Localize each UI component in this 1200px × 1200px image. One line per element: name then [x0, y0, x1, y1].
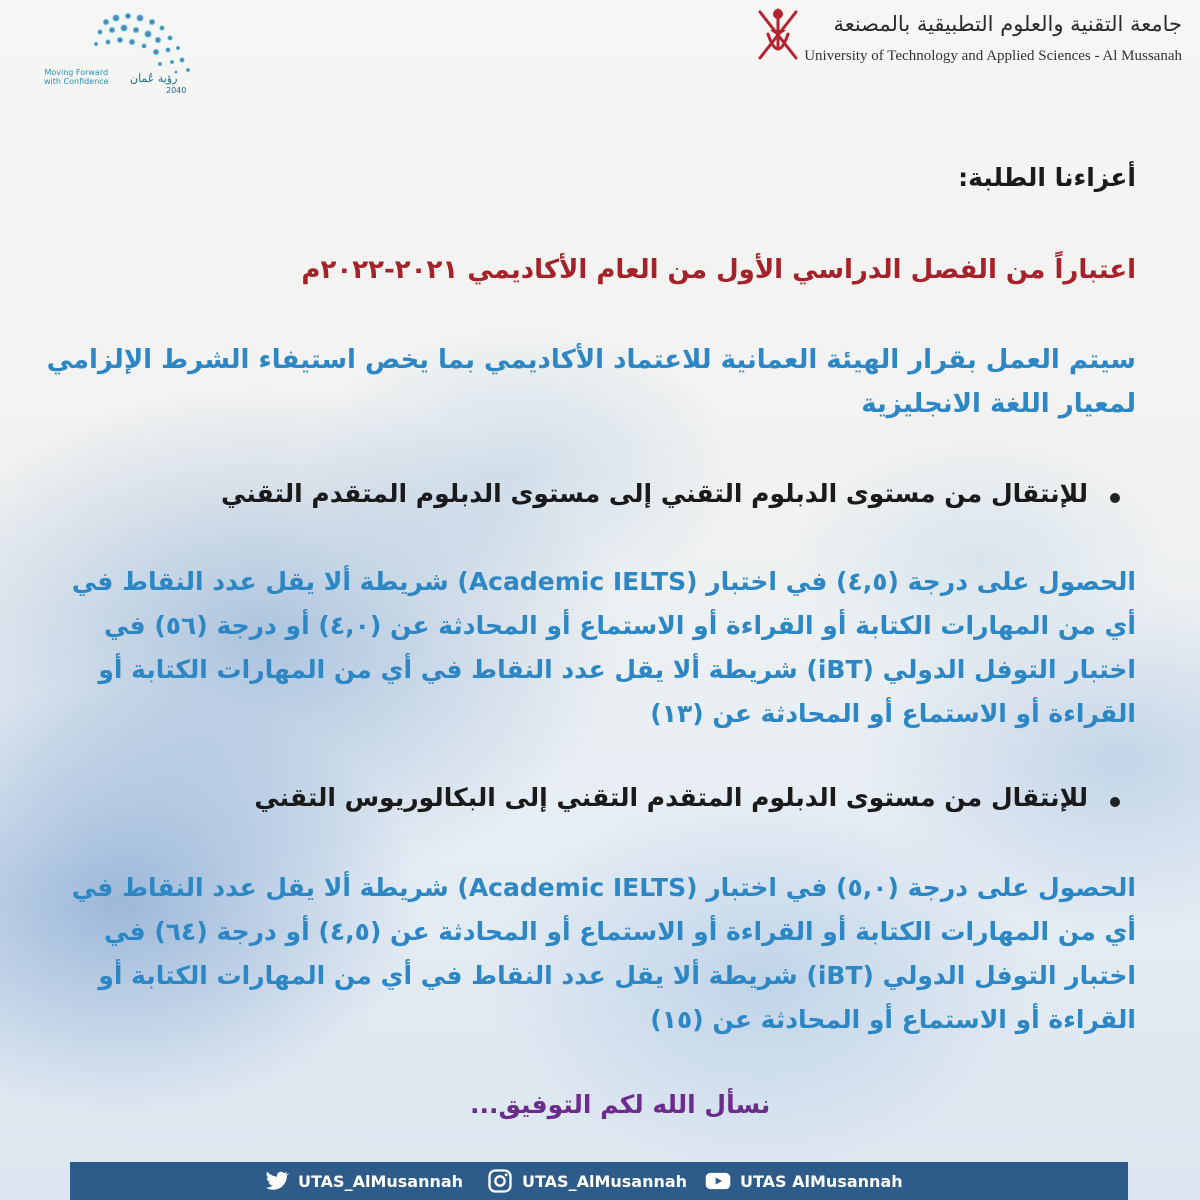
bullet-title-diploma-text: للإنتقال من مستوى الدبلوم التقني إلى مستوى الدبلوم المتقدم التقني — [221, 479, 1088, 508]
bullet-title-bachelor — [254, 783, 1136, 812]
vision-label: رؤية عُمان — [130, 72, 178, 85]
instagram-icon — [486, 1167, 514, 1195]
twitter-handle: UTAS_AlMusannah — [298, 1171, 464, 1191]
youtube-icon — [704, 1167, 732, 1195]
decision-text: سيتم العمل بقرار الهيئة العمانية للاعتماد الأكاديمي بما يخص استيفاء الشرط الإلزامي لمعيار اللغة الانجليزية — [46, 345, 1136, 419]
bullet-title-diploma — [221, 479, 1136, 508]
vision-tagline: Moving Forward with Confidence — [44, 68, 109, 86]
twitter-icon — [262, 1167, 290, 1195]
closing-text: نسأل الله لكم التوفيق... — [470, 1090, 771, 1119]
vision-year: 2040 — [166, 86, 187, 95]
university-name-ar: جامعة التقنية والعلوم التطبيقية بالمصنعة — [833, 12, 1182, 36]
twitter-link[interactable] — [262, 1166, 463, 1196]
bullet-title-bachelor-text: للإنتقال من مستوى الدبلوم المتقدم التقني إلى البكالوريوس التقني — [254, 783, 1088, 812]
university-name — [722, 8, 1182, 68]
instagram-link[interactable] — [486, 1166, 687, 1196]
requirement-diploma: الحصول على درجة (٤,٥) في اختبار (Academic IELTS) شريطة ألا يقل عدد النقاط في أي من المهارات الكتابة أو القراءة أو الاستماع أو المحادثة عن (٤,٠) أو درجة (٥٦) في اختبار التوفل الدولي (iBT) شريطة ألا يقل عدد النقاط في أي من المهارات الكتابة أو القراءة أو الاستماع أو المحادثة عن (١٣) — [71, 567, 1136, 728]
greeting: أعزاءنا الطلبة: — [958, 163, 1136, 192]
university-name-en: University of Technology and Applied Sciences - Al Mussanah — [804, 48, 1182, 64]
instagram-handle: UTAS_AlMusannah — [522, 1171, 688, 1191]
requirement-bachelor: الحصول على درجة (٥,٠) في اختبار (Academic IELTS) شريطة ألا يقل عدد النقاط في أي من المهارات الكتابة أو القراءة أو الاستماع أو المحادثة عن (٤,٥) أو درجة (٦٤) في اختبار التوفل الدولي (iBT) شريطة ألا يقل عدد النقاط في أي من المهارات الكتابة أو القراءة أو الاستماع أو المحادثة عن (١٥) — [71, 873, 1136, 1034]
youtube-handle: UTAS AlMusannah — [740, 1171, 903, 1191]
semester-heading: اعتباراً من الفصل الدراسي الأول من العام الأكاديمي ٢٠٢١-٢٠٢٢م — [301, 255, 1136, 285]
youtube-link[interactable] — [704, 1166, 903, 1196]
